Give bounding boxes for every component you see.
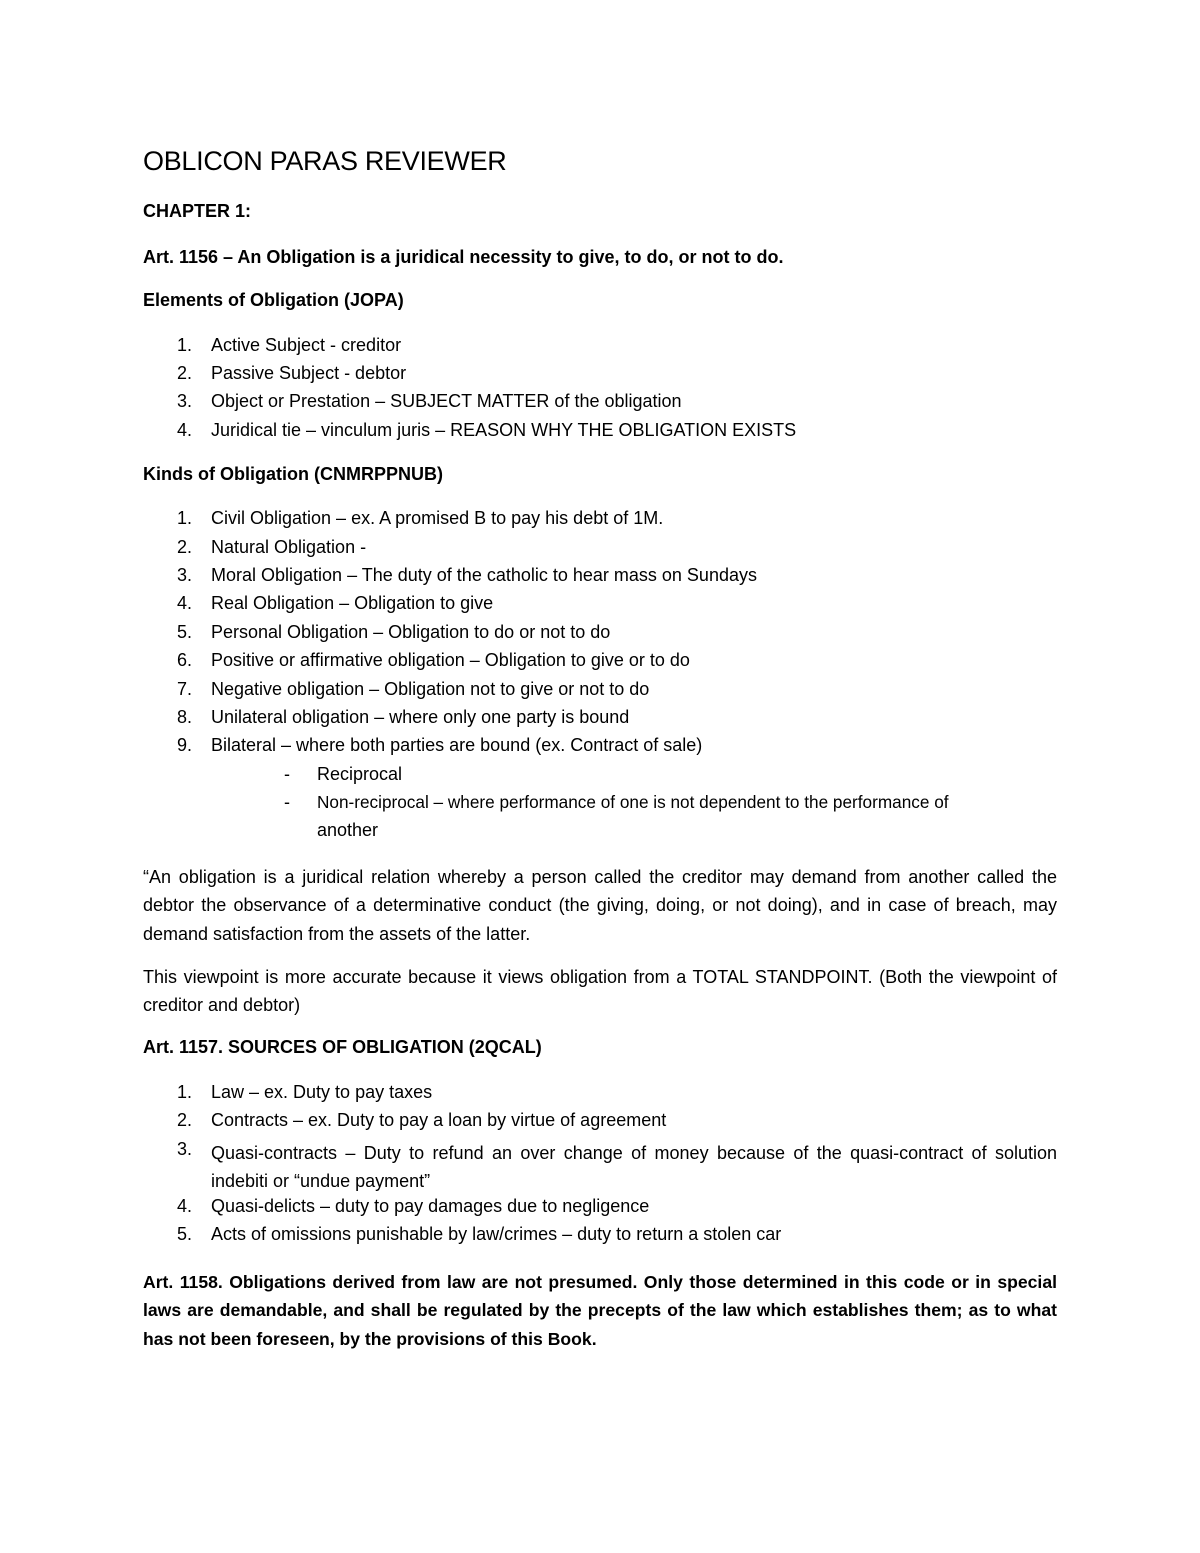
list-item-text: Moral Obligation – The duty of the catholic to hear mass on Sundays	[211, 565, 757, 585]
list-item-text: Passive Subject - debtor	[211, 363, 407, 383]
art-1158-paragraph: Art. 1158. Obligations derived from law are not presumed. Only those determined in this code or in special laws are demandable, and shall be regulated by the precepts of the law which establishes them; as to what has not been foreseen, by the provisions of this Book.	[143, 1272, 1057, 1349]
list-number: 6.	[176, 650, 192, 670]
list-number: 4.	[176, 593, 192, 613]
art-1156-heading: Art. 1156 – An Obligation is a juridical necessity to give, to do, or not to do.	[143, 247, 784, 267]
list-item-text: Quasi-delicts – duty to pay damages due to negligence	[211, 1196, 650, 1216]
list-number: 5.	[176, 1224, 192, 1244]
list-number: 2.	[176, 363, 192, 383]
list-item-text: Positive or affirmative obligation – Obligation to give or to do	[211, 650, 690, 670]
dash-bullet: -	[284, 792, 290, 812]
list-number: 9.	[176, 735, 192, 755]
list-item-text: Civil Obligation – ex. A promised B to pay his debt of 1M.	[211, 508, 664, 528]
list-number: 3.	[176, 391, 192, 411]
list-number: 1.	[176, 1082, 192, 1102]
list-item-text: Active Subject - creditor	[211, 335, 402, 355]
list-number: 5.	[176, 622, 192, 642]
list-number: 4.	[176, 420, 192, 440]
list-number: 3.	[176, 565, 192, 585]
list-number: 4.	[176, 1196, 192, 1216]
list-number: 8.	[176, 707, 192, 727]
list-item-text: Contracts – ex. Duty to pay a loan by virtue of agreement	[211, 1110, 667, 1130]
definition-paragraph: “An obligation is a juridical relation whereby a person called the creditor may demand from another called the debtor the observance of a determinative conduct (the giving, doing, or not doing), and in case of breach, may demand satisfaction from the assets of the latter.	[143, 867, 1057, 944]
list-number: 1.	[176, 335, 192, 355]
list-item-text: Acts of omissions punishable by law/crimes – duty to return a stolen car	[211, 1224, 782, 1244]
list-item-text: Bilateral – where both parties are bound (ex. Contract of sale)	[211, 735, 703, 755]
elements-heading: Elements of Obligation (JOPA)	[143, 290, 404, 310]
list-number: 2.	[176, 537, 192, 557]
list-item-text: Juridical tie – vinculum juris – REASON WHY THE OBLIGATION EXISTS	[211, 420, 797, 440]
chapter-heading: CHAPTER 1:	[143, 201, 252, 221]
list-item-text: Quasi-contracts – Duty to refund an over change of money because of the quasi-contract of solution indebiti or “undue payment”	[211, 1143, 1057, 1192]
list-item-text: Personal Obligation – Obligation to do or not to do	[211, 622, 611, 642]
sub-list-item-text: Reciprocal	[317, 764, 403, 784]
list-item-text: Negative obligation – Obligation not to give or not to do	[211, 679, 650, 699]
list-item-text: Natural Obligation -	[211, 537, 367, 557]
kinds-heading: Kinds of Obligation (CNMRPPNUB)	[143, 464, 443, 484]
list-item-text: Unilateral obligation – where only one party is bound	[211, 707, 630, 727]
sources-heading: Art. 1157. SOURCES OF OBLIGATION (2QCAL)	[143, 1037, 542, 1057]
sub-list-item-text: Non-reciprocal – where performance of one is not dependent to the performance of	[317, 792, 949, 812]
sub-list-item-text: another	[317, 820, 379, 840]
list-item-text: Law – ex. Duty to pay taxes	[211, 1082, 433, 1102]
list-number: 7.	[176, 679, 192, 699]
list-number: 3.	[176, 1139, 192, 1159]
list-number: 1.	[176, 508, 192, 528]
list-item-text: Object or Prestation – SUBJECT MATTER of the obligation	[211, 391, 682, 411]
dash-bullet: -	[284, 764, 290, 784]
document-title: OBLICON PARAS REVIEWER	[143, 146, 507, 176]
list-item-text: Real Obligation – Obligation to give	[211, 593, 494, 613]
viewpoint-paragraph: This viewpoint is more accurate because it views obligation from a TOTAL STANDPOINT. (Both the viewpoint of creditor and debtor)	[143, 967, 1057, 1016]
list-number: 2.	[176, 1110, 192, 1130]
